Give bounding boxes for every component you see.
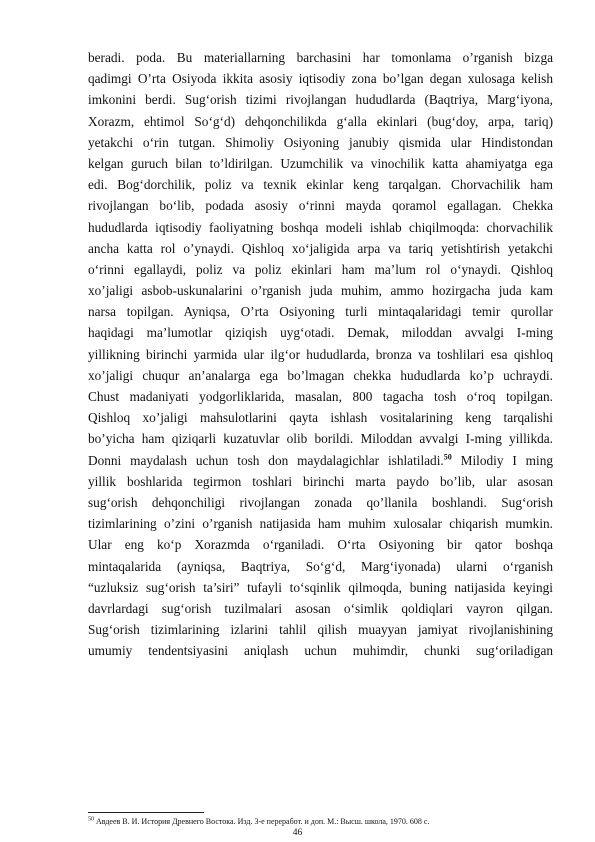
body-line-4: Xorazm, ehtimol So‘g‘d) dehqonchilikda g‘alla ekinlari (bug‘doy, arpa, tariq) [88, 113, 553, 129]
body-line-25: mintaqalarida (ayniqsa, Baqtriya, So‘g‘d, Marg‘iyonada) ularni o‘rganish [88, 558, 553, 574]
page-number: 46 [292, 828, 303, 838]
body-line-28: Sug‘orish tizimlarining izlarini tahlil qilish muayyan jamiyat rivojlanishining [88, 622, 553, 638]
body-line-14: haqidagi ma’lumotlar qiziqish uyg‘otadi. Demak, miloddan avvalgi I-ming [88, 325, 553, 341]
body-line-20 [88, 450, 553, 471]
page-body [88, 47, 553, 661]
body-line-3: imkonini berdi. Sug‘orish tizimi rivojlangan hududlarda (Baqtriya, Marg‘iyona, [88, 92, 553, 108]
body-line-6: kelgan guruch bilan to’ldirilgan. Uzumchilik va vinochilik katta ahamiyatga ega [88, 155, 553, 171]
body-line-8: rivojlangan bo‘lib, podada asosiy o‘rinni mayda qoramol egallagan. Chekka [88, 198, 553, 214]
body-line-18: Qishloq xo’jaligi mahsulotlarini qayta ishlash vositalarining keng tarqalishi [88, 410, 553, 426]
footnote-divider [88, 812, 204, 813]
body-line-1: beradi. poda. Bu materiallarning barchasini har tomonlama o’rganish bizga [88, 50, 553, 65]
body-line-13: narsa topilgan. Ayniqsa, O’rta Osiyoning turli mintaqalaridagi temir qurollar [88, 304, 553, 320]
body-line-22: sug‘orish dehqonchiligi rivojlangan zonada qo’llanila boshlandi. Sug‘orish [88, 494, 553, 510]
body-line-23: tizimlarining o’zini o’rganish natijasida ham muhim xulosalar chiqarish mumkin. [88, 516, 553, 532]
body-line-5: yetakchi o‘rin tutgan. Shimoliy Osiyoning janubiy qismida ular Hindistondan [88, 134, 553, 150]
body-line-17: Chust madaniyati yodgorliklarida, masalan, 800 tagacha tosh o‘roq topilgan. [88, 389, 553, 404]
body-line-29: umumiy tendentsiyasini aniqlash uchun muhimdir, chunki sug‘oriladigan [88, 643, 553, 659]
body-line-19: bo’yicha ham qiziqarli kuzatuvlar olib borildi. Miloddan avvalgi I-ming yillikda. [88, 431, 553, 447]
footnote-text: Авдеев В. И. История Древнего Востока. Изд. 3-е переработ. и доп. М.: Высш. школа, 1970. 608 с. [94, 817, 430, 826]
body-line-11: o‘rinni egallaydi, poliz va poliz ekinlari ham ma’lum rol o‘ynaydi. Qishloq [88, 261, 553, 277]
footnote-reference: 50 [443, 452, 452, 462]
body-line-10: ancha katta rol o’ynaydi. Qishloq xo‘jaligida arpa va tariq yetishtirish yetakchi [88, 240, 553, 256]
body-line-15: yillikning birinchi yarmida ular ilg‘or hududlarda, bronza va toshlilari esa qishloq [88, 346, 553, 362]
body-line-20-text: Donni maydalash uchun tosh don maydalagichlar ishlatiladi. [88, 452, 444, 468]
body-line-27: davrlardagi sug‘orish tuzilmalari asosan o‘simlik qoldiqlari vayron qilgan. [88, 600, 553, 616]
body-line-24: Ular eng ko‘p Xorazmda o‘rganiladi. O‘rta Osiyoning bir qator boshqa [88, 537, 553, 553]
body-line-26: “uzluksiz sug‘orish ta’siri” tufayli to‘sqinlik qilmoqda, buning natijasida keyingi [88, 579, 553, 595]
body-line-2: qadimgi O’rta Osiyoda ikkita asosiy iqtisodiy zona bo’lgan degan xulosaga kelish [88, 71, 553, 87]
body-line-21: yillik boshlarida tegirmon toshlari birinchi marta paydo bo’lib, ular asosan [88, 473, 553, 489]
body-line-12: xo’jaligi asbob-uskunalarini o’rganish juda muhim, ammo hozirgacha juda kam [88, 283, 553, 299]
body-line-16: xo’jaligi chuqur an’analarga ega bo’lmagan chekka hududlarda ko’p uchraydi. [88, 367, 553, 383]
body-line-9: hududlarda iqtisodiy faoliyatning boshqa modeli ishlab chiqilmoqda: chorvachilik [88, 219, 553, 235]
body-line-7: edi. Bog‘dorchilik, poliz va texnik ekinlar keng tarqalgan. Chorvachilik ham [88, 177, 553, 193]
footnote [88, 817, 429, 827]
body-line-20-tail: Milodiy I ming [451, 452, 553, 468]
footnote-number: 50 [88, 816, 94, 823]
